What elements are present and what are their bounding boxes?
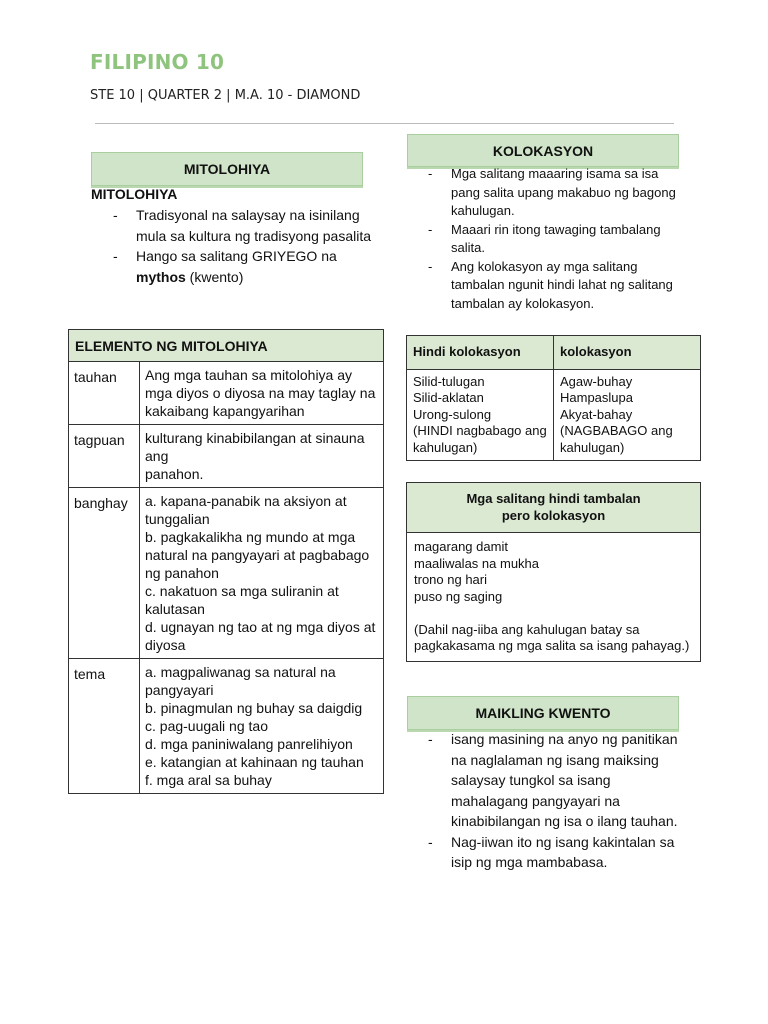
row-line: e. katangian at kahinaan ng tauhan <box>145 754 364 770</box>
hindi-tambalan-table <box>406 482 701 662</box>
kolokasyon-table <box>406 335 701 461</box>
table-cell <box>554 369 701 461</box>
table-row <box>69 425 384 488</box>
hindi-tambalan-header <box>407 483 701 533</box>
row-line: c. nakatuon sa mga suliranin at kalutasan <box>145 583 339 617</box>
cell-line: Agaw-buhay <box>560 373 633 389</box>
cell-line: (HINDI nagbabago ang kahulugan) <box>413 423 547 455</box>
cell-line: Silid-tulugan <box>413 373 485 389</box>
row-content <box>140 425 384 488</box>
kolokasyon-section-header: KOLOKASYON <box>407 134 679 167</box>
list-item: - Mga salitang maaaring isama sa isa pang salita upang makabuo ng bagong kahulugan. <box>428 165 683 221</box>
cell-line: maaliwalas na mukha <box>414 555 540 571</box>
list-item-text: (kwento) <box>185 268 244 285</box>
table-cell <box>407 533 701 662</box>
maikling-kwento-section-header: MAIKLING KWENTO <box>407 696 679 730</box>
kolokasyon-list <box>428 165 683 313</box>
cell-line: Silid-aklatan <box>413 390 484 405</box>
list-item: - isang masining na anyo ng panitikan na naglalaman ng isang maiksing salaysay tungkol sa isang mahalagang pangyayari na kinabibilangan ng isa o ilang tauhan. <box>428 729 683 832</box>
row-line: Ang mga tauhan sa mitolohiya ay mga diyos o diyosa na may taglay na <box>145 367 376 401</box>
row-content <box>140 362 384 425</box>
column-header: Hindi kolokasyon <box>407 336 554 370</box>
cell-line: magarang damit <box>414 539 508 554</box>
row-line: b. pinagmulan ng buhay sa daigdig <box>145 700 363 716</box>
row-line: a. kapana-panabik na aksiyon at tunggalian <box>145 493 347 527</box>
row-line: c. pag-uugali ng tao <box>145 718 268 734</box>
list-item: - Maaari rin itong tawaging tambalang salita. <box>428 221 683 258</box>
row-line: d. ugnayan ng tao at ng mga diyos at diyosa <box>145 619 376 653</box>
mitolohiya-heading: MITOLOHIYA <box>91 186 178 202</box>
row-label: tagpuan <box>69 425 140 488</box>
header-line: pero kolokasyon <box>501 507 606 523</box>
row-label: banghay <box>69 488 140 659</box>
table-row <box>407 533 701 662</box>
page-subtitle: STE 10 | QUARTER 2 | M.A. 10 - DIAMOND <box>90 88 361 103</box>
list-item: - Tradisyonal na salaysay na isinilang mula sa kultura ng tradisyong pasalita <box>113 205 373 246</box>
cell-line: puso ng saging <box>414 588 503 604</box>
table-row <box>69 362 384 425</box>
header-line: Mga salitang hindi tambalan <box>466 491 641 506</box>
mitolohiya-list <box>113 205 373 287</box>
table-row <box>69 488 384 659</box>
cell-line: trono ng hari <box>414 572 487 587</box>
cell-line: Urong-sulong <box>413 406 492 422</box>
elemento-table <box>68 329 384 794</box>
list-item: - Ang kolokasyon ay mga salitang tambalan ngunit hindi lahat ng salitang tambalan ay kolokasyon. <box>428 258 683 314</box>
table-cell <box>407 369 554 461</box>
column-header: kolokasyon <box>554 336 701 370</box>
row-line: kulturang kinabibilangan at sinauna ang <box>145 430 365 464</box>
list-item-emphasis: mythos <box>136 268 186 285</box>
list-item-text: Hango sa salitang GRIYEGO na <box>136 248 337 264</box>
header-divider <box>95 123 674 124</box>
row-content <box>140 488 384 659</box>
row-line: panahon. <box>145 466 204 482</box>
row-line: d. mga paniniwalang panrelihiyon <box>145 736 353 752</box>
row-label: tema <box>69 659 140 794</box>
row-label: tauhan <box>69 362 140 425</box>
spacer <box>414 605 693 622</box>
list-item: - Nag-iiwan ito ng isang kakintalan sa isip ng mga mambabasa. <box>428 832 683 873</box>
table-row <box>69 659 384 794</box>
cell-note: (Dahil nag-iiba ang kahulugan batay sa pagkakasama ng mga salita sa isang pahayag.) <box>414 621 690 653</box>
row-line: kakaibang kapangyarihan <box>145 403 305 419</box>
cell-line: Hampaslupa <box>560 390 633 405</box>
list-item <box>113 246 373 287</box>
row-content <box>140 659 384 794</box>
cell-line: (NAGBABAGO ang kahulugan) <box>560 423 673 455</box>
table-row <box>407 369 701 461</box>
maikling-kwento-list <box>428 729 683 873</box>
elemento-table-header: ELEMENTO NG MITOLOHIYA <box>69 330 384 362</box>
row-line: b. pagkakalikha ng mundo at mga natural na pangyayari at pagbabago ng panahon <box>145 529 370 581</box>
row-line: a. magpaliwanag sa natural na pangyayari <box>145 664 336 698</box>
mitolohiya-section-header: MITOLOHIYA <box>91 152 363 186</box>
row-line: f. mga aral sa buhay <box>145 772 272 788</box>
page-title: FILIPINO 10 <box>90 50 225 74</box>
cell-line: Akyat-bahay <box>560 406 633 422</box>
